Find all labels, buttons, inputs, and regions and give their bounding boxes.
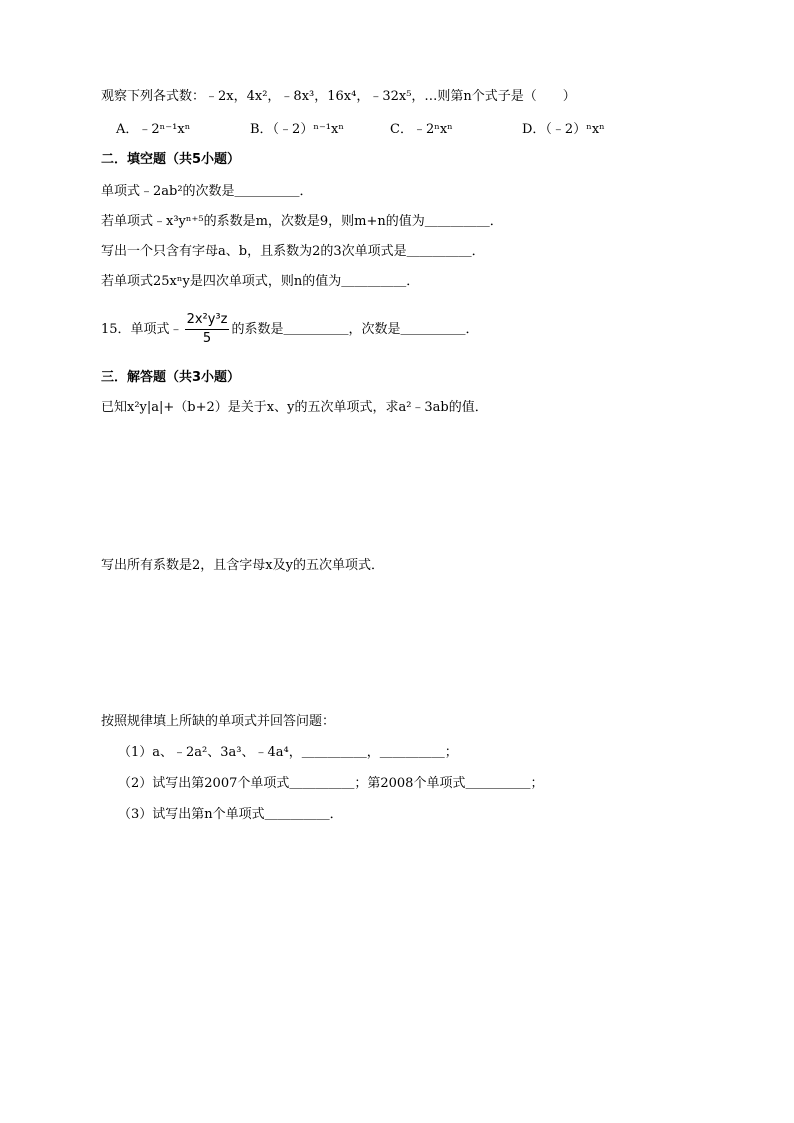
q15-fraction (185, 312, 230, 347)
question-17: 写出所有系数是2，且含字母x及y的五次单项式． (101, 558, 384, 573)
question-10: 观察下列各式数：﹣2x，4x²，﹣8x³，16x⁴，﹣32x⁵，…则第n个式子是（ ） (101, 89, 576, 104)
question-11: 单项式﹣2ab²的次数是＿＿＿＿＿． (101, 184, 313, 199)
q15-denominator: 5 (202, 331, 212, 346)
question-18: 按照规律填上所缺的单项式并回答问题： (101, 714, 336, 729)
q18-part-3: （3）试写出第n个单项式＿＿＿＿＿． (118, 807, 343, 822)
q15-numerator: 2x²y³z (185, 312, 230, 330)
question-16: 已知x²y|a|+（b+2）是关于x、y的五次单项式，求a²﹣3ab的值． (101, 400, 488, 415)
q18-part-1: （1）a、﹣2a²、3a³、﹣4a⁴，＿＿＿＿＿，＿＿＿＿＿； (118, 745, 458, 760)
q15-number: 15． (101, 322, 131, 337)
option-c: C．﹣2ⁿxⁿ (390, 122, 453, 137)
question-14: 若单项式25xⁿy是四次单项式，则n的值为＿＿＿＿＿． (101, 274, 420, 289)
option-b: B．（﹣2）ⁿ⁻¹xⁿ (250, 122, 344, 137)
question-12: 若单项式﹣x³yⁿ⁺⁵的系数是m，次数是9，则m+n的值为＿＿＿＿＿． (101, 214, 503, 229)
question-13: 写出一个只含有字母a、b，且系数为2的3次单项式是＿＿＿＿＿． (101, 244, 485, 259)
section-3-title: 三．解答题（共3小题） (101, 370, 241, 385)
q15-prefix: 单项式﹣ (130, 322, 183, 337)
option-d: D．（﹣2）ⁿxⁿ (522, 122, 605, 137)
question-15 (101, 312, 478, 347)
option-a: A．﹣2ⁿ⁻¹xⁿ (116, 122, 191, 137)
section-2-title: 二．填空题（共5小题） (101, 152, 241, 167)
q18-part-2: （2）试写出第2007个单项式＿＿＿＿＿；第2008个单项式＿＿＿＿＿； (118, 776, 544, 791)
q15-suffix: 的系数是＿＿＿＿＿，次数是＿＿＿＿＿． (231, 322, 479, 337)
